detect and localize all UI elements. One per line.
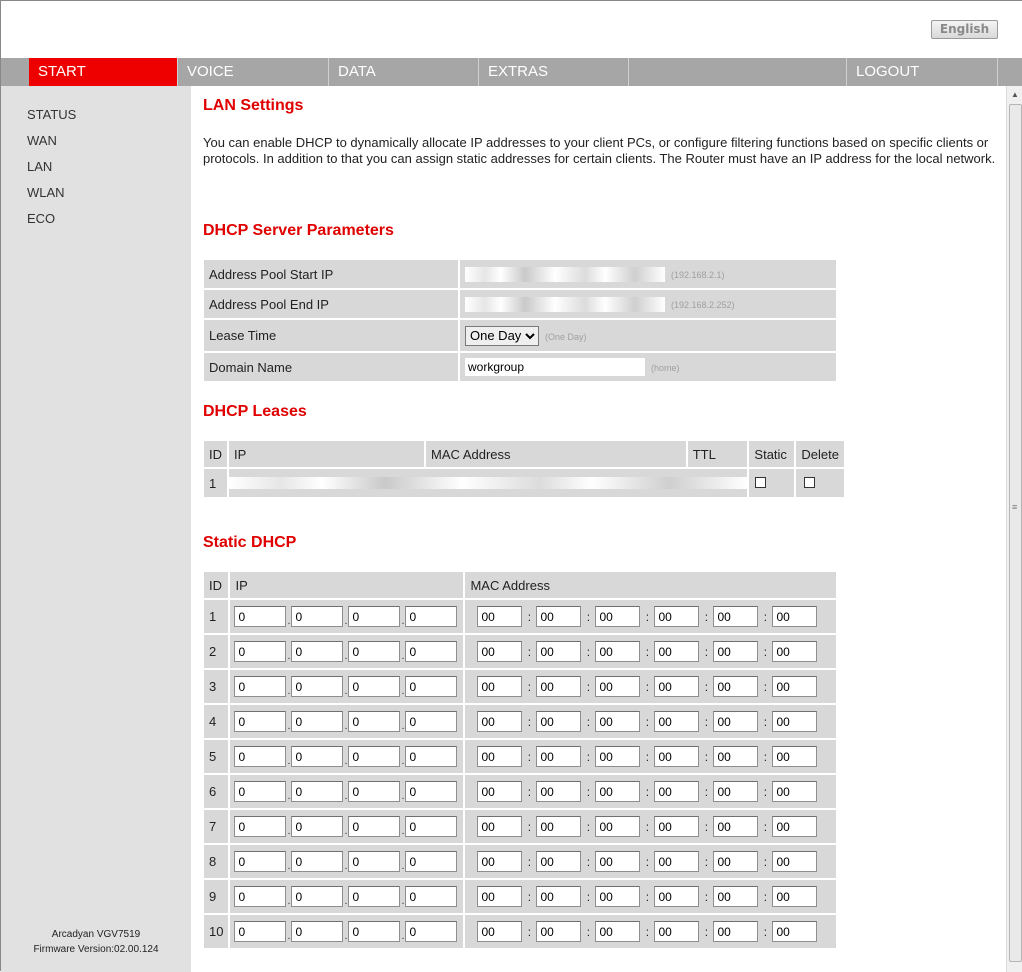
mac-colon-separator: : xyxy=(586,854,591,869)
static-mac-byte-2-input[interactable] xyxy=(536,606,581,627)
lease-static-checkbox[interactable] xyxy=(755,477,766,488)
ip-dot-separator: . xyxy=(287,861,291,872)
static-header-ip: IP xyxy=(230,572,463,598)
ip-dot-separator: . xyxy=(287,791,291,802)
static-ip-octet-1-input[interactable] xyxy=(234,641,286,662)
static-dhcp-title: Static DHCP xyxy=(203,534,297,551)
static-mac-byte-5-input[interactable] xyxy=(713,921,758,942)
ip-dot-separator: . xyxy=(401,931,405,942)
static-mac-byte-1-input[interactable] xyxy=(477,921,522,942)
ip-dot-separator: . xyxy=(344,931,348,942)
mac-colon-separator: : xyxy=(586,644,591,659)
mac-colon-separator: : xyxy=(645,819,650,834)
lease-delete-checkbox[interactable] xyxy=(804,477,815,488)
static-mac-byte-4-input[interactable] xyxy=(654,746,699,767)
mac-colon-separator: : xyxy=(763,749,768,764)
ip-dot-separator: . xyxy=(344,616,348,627)
top-bar xyxy=(1,1,1022,58)
static-row xyxy=(204,915,836,948)
static-mac-byte-3-input[interactable] xyxy=(595,641,640,662)
static-mac-byte-2-input[interactable] xyxy=(536,886,581,907)
static-mac-byte-4-input[interactable] xyxy=(654,641,699,662)
mac-colon-separator: : xyxy=(763,854,768,869)
static-mac-byte-1-input[interactable] xyxy=(477,606,522,627)
end-ip-hint: (192.168.2.252) xyxy=(671,299,735,310)
static-row xyxy=(204,670,836,703)
static-ip-octet-3-input[interactable] xyxy=(348,921,400,942)
static-row-id: 9 xyxy=(204,880,228,913)
static-row-ip-cell xyxy=(230,705,463,738)
ip-dot-separator: . xyxy=(344,721,348,732)
mac-colon-separator: : xyxy=(527,784,532,799)
static-mac-byte-6-input[interactable] xyxy=(772,746,817,767)
static-ip-octet-2-input[interactable] xyxy=(291,711,343,732)
static-ip-octet-4-input[interactable] xyxy=(405,781,457,802)
static-mac-byte-6-input[interactable] xyxy=(772,606,817,627)
static-row-ip-cell xyxy=(230,775,463,808)
ip-dot-separator: . xyxy=(401,616,405,627)
mac-colon-separator: : xyxy=(527,889,532,904)
ip-dot-separator: . xyxy=(401,721,405,732)
mac-colon-separator: : xyxy=(586,714,591,729)
static-ip-octet-3-input[interactable] xyxy=(348,641,400,662)
static-dhcp-table xyxy=(202,570,838,950)
static-mac-byte-3-input[interactable] xyxy=(595,676,640,697)
static-ip-octet-1-input[interactable] xyxy=(234,606,286,627)
ip-dot-separator: . xyxy=(344,896,348,907)
static-row-mac-cell xyxy=(465,740,836,773)
sidebar-item-status[interactable]: STATUS xyxy=(27,107,77,122)
static-mac-byte-5-input[interactable] xyxy=(713,851,758,872)
leases-header-delete: Delete xyxy=(796,441,844,467)
static-mac-byte-3-input[interactable] xyxy=(595,606,640,627)
mac-colon-separator: : xyxy=(763,679,768,694)
ip-dot-separator: . xyxy=(401,791,405,802)
mac-colon-separator: : xyxy=(763,819,768,834)
leases-header-mac: MAC Address xyxy=(426,441,686,467)
static-mac-byte-4-input[interactable] xyxy=(654,851,699,872)
static-mac-byte-1-input[interactable] xyxy=(477,641,522,662)
static-ip-octet-4-input[interactable] xyxy=(405,711,457,732)
static-mac-byte-2-input[interactable] xyxy=(536,781,581,802)
mac-colon-separator: : xyxy=(645,854,650,869)
nav-voice[interactable]: VOICE xyxy=(178,58,329,86)
static-mac-byte-1-input[interactable] xyxy=(477,711,522,732)
static-mac-byte-1-input[interactable] xyxy=(477,781,522,802)
ip-dot-separator: . xyxy=(287,826,291,837)
static-ip-octet-1-input[interactable] xyxy=(234,921,286,942)
static-mac-byte-6-input[interactable] xyxy=(772,641,817,662)
static-mac-byte-5-input[interactable] xyxy=(713,676,758,697)
lease-id: 1 xyxy=(204,469,227,497)
static-row-id: 4 xyxy=(204,705,228,738)
mac-colon-separator: : xyxy=(586,889,591,904)
mac-colon-separator: : xyxy=(586,819,591,834)
leases-header-ttl: TTL xyxy=(688,441,748,467)
static-row-ip-cell xyxy=(230,635,463,668)
mac-colon-separator: : xyxy=(704,889,709,904)
static-row-id: 7 xyxy=(204,810,228,843)
static-mac-byte-2-input[interactable] xyxy=(536,641,581,662)
static-mac-byte-2-input[interactable] xyxy=(536,816,581,837)
intro-text: You can enable DHCP to dynamically allocate IP addresses to your client PCs, or configure filtering functions based on specific clients or protocols. In addition to that you can assign static addresses for certain clients. The Router must have an IP address for the local network. xyxy=(203,135,996,166)
mac-colon-separator: : xyxy=(763,644,768,659)
lease-delete-cell xyxy=(796,469,844,497)
static-mac-byte-1-input[interactable] xyxy=(477,886,522,907)
static-ip-octet-3-input[interactable] xyxy=(348,886,400,907)
ip-dot-separator: . xyxy=(287,686,291,697)
ip-dot-separator: . xyxy=(344,826,348,837)
page-title: LAN Settings xyxy=(203,97,304,114)
static-mac-byte-3-input[interactable] xyxy=(595,921,640,942)
device-model: Arcadyan VGV7519 xyxy=(51,929,141,940)
ip-dot-separator: . xyxy=(344,756,348,767)
static-row-mac-cell xyxy=(465,600,836,633)
static-ip-octet-1-input[interactable] xyxy=(234,816,286,837)
static-mac-byte-6-input[interactable] xyxy=(772,851,817,872)
ip-dot-separator: . xyxy=(401,651,405,662)
static-ip-octet-3-input[interactable] xyxy=(348,676,400,697)
dhcp-server-title: DHCP Server Parameters xyxy=(203,222,394,239)
end-ip-cell xyxy=(460,290,836,318)
static-ip-octet-4-input[interactable] xyxy=(405,676,457,697)
static-mac-byte-4-input[interactable] xyxy=(654,886,699,907)
static-row-id: 10 xyxy=(204,915,228,948)
ip-dot-separator: . xyxy=(287,896,291,907)
ip-dot-separator: . xyxy=(401,686,405,697)
static-mac-byte-6-input[interactable] xyxy=(772,816,817,837)
mac-colon-separator: : xyxy=(527,644,532,659)
scroll-up-arrow-icon[interactable]: ▲ xyxy=(1011,90,1019,99)
static-row xyxy=(204,775,836,808)
mac-colon-separator: : xyxy=(527,714,532,729)
ip-dot-separator: . xyxy=(401,826,405,837)
static-mac-byte-3-input[interactable] xyxy=(595,746,640,767)
static-row-id: 3 xyxy=(204,670,228,703)
static-mac-byte-3-input[interactable] xyxy=(595,816,640,837)
static-mac-byte-3-input[interactable] xyxy=(595,781,640,802)
static-mac-byte-2-input[interactable] xyxy=(536,676,581,697)
sidebar xyxy=(1,86,191,972)
static-row-mac-cell xyxy=(465,915,836,948)
nav-start[interactable]: START xyxy=(29,58,178,86)
static-mac-byte-4-input[interactable] xyxy=(654,711,699,732)
static-row xyxy=(204,600,836,633)
static-ip-octet-1-input[interactable] xyxy=(234,781,286,802)
static-mac-byte-4-input[interactable] xyxy=(654,816,699,837)
static-row xyxy=(204,705,836,738)
mac-colon-separator: : xyxy=(704,819,709,834)
ip-dot-separator: . xyxy=(287,756,291,767)
dhcp-leases-title: DHCP Leases xyxy=(203,403,307,420)
mac-colon-separator: : xyxy=(704,714,709,729)
static-ip-octet-2-input[interactable] xyxy=(291,921,343,942)
end-ip-label: Address Pool End IP xyxy=(204,290,458,318)
static-mac-byte-6-input[interactable] xyxy=(772,781,817,802)
static-ip-octet-2-input[interactable] xyxy=(291,746,343,767)
ip-dot-separator: . xyxy=(344,861,348,872)
start-ip-input[interactable] xyxy=(465,267,665,282)
leases-header-id: ID xyxy=(204,441,227,467)
lease-time-cell xyxy=(460,320,836,351)
static-ip-octet-1-input[interactable] xyxy=(234,886,286,907)
domain-name-input[interactable] xyxy=(465,358,645,376)
mac-colon-separator: : xyxy=(586,609,591,624)
static-row-mac-cell xyxy=(465,705,836,738)
static-mac-byte-4-input[interactable] xyxy=(654,676,699,697)
static-ip-octet-1-input[interactable] xyxy=(234,676,286,697)
static-row-mac-cell xyxy=(465,775,836,808)
static-ip-octet-2-input[interactable] xyxy=(291,676,343,697)
ip-dot-separator: . xyxy=(401,896,405,907)
dhcp-leases-table xyxy=(202,439,846,499)
mac-colon-separator: : xyxy=(645,644,650,659)
start-ip-label: Address Pool Start IP xyxy=(204,260,458,288)
mac-colon-separator: : xyxy=(704,609,709,624)
lease-static-cell xyxy=(749,469,794,497)
static-mac-byte-2-input[interactable] xyxy=(536,851,581,872)
static-ip-octet-2-input[interactable] xyxy=(291,816,343,837)
mac-colon-separator: : xyxy=(763,714,768,729)
static-row xyxy=(204,845,836,878)
static-row-ip-cell xyxy=(230,845,463,878)
static-ip-octet-3-input[interactable] xyxy=(348,816,400,837)
static-mac-byte-5-input[interactable] xyxy=(713,886,758,907)
sidebar-item-wan[interactable]: WAN xyxy=(27,133,57,148)
ip-dot-separator: . xyxy=(344,651,348,662)
static-header-id: ID xyxy=(204,572,228,598)
ip-dot-separator: . xyxy=(401,756,405,767)
static-ip-octet-2-input[interactable] xyxy=(291,606,343,627)
mac-colon-separator: : xyxy=(527,749,532,764)
static-mac-byte-5-input[interactable] xyxy=(713,606,758,627)
main-nav xyxy=(1,58,1022,86)
static-ip-octet-2-input[interactable] xyxy=(291,851,343,872)
lease-time-select[interactable] xyxy=(465,326,539,346)
start-ip-cell xyxy=(460,260,836,288)
ip-dot-separator: . xyxy=(287,616,291,627)
static-ip-octet-4-input[interactable] xyxy=(405,641,457,662)
static-row xyxy=(204,880,836,913)
static-row-id: 1 xyxy=(204,600,228,633)
static-mac-byte-1-input[interactable] xyxy=(477,676,522,697)
mac-colon-separator: : xyxy=(763,924,768,939)
static-mac-byte-6-input[interactable] xyxy=(772,921,817,942)
mac-colon-separator: : xyxy=(704,679,709,694)
domain-name-label: Domain Name xyxy=(204,353,458,381)
static-row-mac-cell xyxy=(465,635,836,668)
main-content xyxy=(191,86,1006,972)
nav-logout[interactable]: LOGOUT xyxy=(847,58,998,86)
static-mac-byte-1-input[interactable] xyxy=(477,851,522,872)
mac-colon-separator: : xyxy=(645,749,650,764)
static-mac-byte-2-input[interactable] xyxy=(536,921,581,942)
scroll-grip-icon: ≡ xyxy=(1012,502,1018,512)
leases-header-static: Static xyxy=(749,441,794,467)
static-ip-octet-1-input[interactable] xyxy=(234,746,286,767)
static-ip-octet-3-input[interactable] xyxy=(348,851,400,872)
mac-colon-separator: : xyxy=(645,609,650,624)
static-row-ip-cell xyxy=(230,880,463,913)
static-ip-octet-4-input[interactable] xyxy=(405,851,457,872)
static-ip-octet-1-input[interactable] xyxy=(234,851,286,872)
mac-colon-separator: : xyxy=(527,819,532,834)
mac-colon-separator: : xyxy=(527,924,532,939)
scroll-thumb[interactable] xyxy=(1009,104,1022,962)
static-row-id: 5 xyxy=(204,740,228,773)
static-mac-byte-3-input[interactable] xyxy=(595,886,640,907)
mac-colon-separator: : xyxy=(645,714,650,729)
static-ip-octet-4-input[interactable] xyxy=(405,886,457,907)
static-row-ip-cell xyxy=(230,600,463,633)
mac-colon-separator: : xyxy=(527,609,532,624)
static-ip-octet-3-input[interactable] xyxy=(348,746,400,767)
static-mac-byte-6-input[interactable] xyxy=(772,711,817,732)
static-mac-byte-4-input[interactable] xyxy=(654,606,699,627)
static-mac-byte-5-input[interactable] xyxy=(713,781,758,802)
end-ip-input[interactable] xyxy=(465,297,665,312)
mac-colon-separator: : xyxy=(704,784,709,799)
static-mac-byte-5-input[interactable] xyxy=(713,746,758,767)
static-mac-byte-4-input[interactable] xyxy=(654,921,699,942)
nav-spacer xyxy=(629,58,847,86)
mac-colon-separator: : xyxy=(645,679,650,694)
static-mac-byte-4-input[interactable] xyxy=(654,781,699,802)
static-ip-octet-1-input[interactable] xyxy=(234,711,286,732)
static-row xyxy=(204,740,836,773)
mac-colon-separator: : xyxy=(645,889,650,904)
static-mac-byte-5-input[interactable] xyxy=(713,816,758,837)
sidebar-item-lan[interactable]: LAN xyxy=(27,159,53,174)
vertical-scrollbar[interactable] xyxy=(1006,86,1022,972)
domain-name-cell xyxy=(460,353,836,381)
dhcp-server-table xyxy=(202,258,838,383)
static-ip-octet-3-input[interactable] xyxy=(348,711,400,732)
static-row-ip-cell xyxy=(230,670,463,703)
static-ip-octet-4-input[interactable] xyxy=(405,921,457,942)
static-ip-octet-3-input[interactable] xyxy=(348,781,400,802)
lease-details-redacted xyxy=(229,469,747,497)
static-ip-octet-4-input[interactable] xyxy=(405,746,457,767)
static-row-mac-cell xyxy=(465,810,836,843)
mac-colon-separator: : xyxy=(586,924,591,939)
mac-colon-separator: : xyxy=(763,784,768,799)
domain-name-hint: (home) xyxy=(651,363,680,373)
leases-header-ip: IP xyxy=(229,441,424,467)
mac-colon-separator: : xyxy=(645,924,650,939)
ip-dot-separator: . xyxy=(287,651,291,662)
lease-time-label: Lease Time xyxy=(204,320,458,351)
static-ip-octet-4-input[interactable] xyxy=(405,816,457,837)
static-mac-byte-2-input[interactable] xyxy=(536,711,581,732)
mac-colon-separator: : xyxy=(527,679,532,694)
static-mac-byte-1-input[interactable] xyxy=(477,746,522,767)
start-ip-hint: (192.168.2.1) xyxy=(671,269,725,280)
lease-time-hint: (One Day) xyxy=(545,332,587,342)
mac-colon-separator: : xyxy=(527,854,532,869)
static-mac-byte-6-input[interactable] xyxy=(772,886,817,907)
static-row-mac-cell xyxy=(465,670,836,703)
static-row-mac-cell xyxy=(465,845,836,878)
static-row-id: 2 xyxy=(204,635,228,668)
mac-colon-separator: : xyxy=(763,609,768,624)
static-row xyxy=(204,635,836,668)
ip-dot-separator: . xyxy=(287,931,291,942)
mac-colon-separator: : xyxy=(704,924,709,939)
static-row-id: 8 xyxy=(204,845,228,878)
sidebar-item-wlan[interactable]: WLAN xyxy=(27,185,65,200)
static-row-ip-cell xyxy=(230,810,463,843)
static-row xyxy=(204,810,836,843)
static-mac-byte-2-input[interactable] xyxy=(536,746,581,767)
static-mac-byte-5-input[interactable] xyxy=(713,711,758,732)
static-ip-octet-2-input[interactable] xyxy=(291,641,343,662)
static-mac-byte-5-input[interactable] xyxy=(713,641,758,662)
nav-data[interactable]: DATA xyxy=(329,58,479,86)
static-row-ip-cell xyxy=(230,740,463,773)
mac-colon-separator: : xyxy=(704,749,709,764)
static-row-mac-cell xyxy=(465,880,836,913)
lease-row xyxy=(204,469,844,497)
mac-colon-separator: : xyxy=(645,784,650,799)
nav-extras[interactable]: EXTRAS xyxy=(479,58,629,86)
static-mac-byte-6-input[interactable] xyxy=(772,676,817,697)
ip-dot-separator: . xyxy=(344,686,348,697)
static-mac-byte-3-input[interactable] xyxy=(595,851,640,872)
mac-colon-separator: : xyxy=(763,889,768,904)
static-ip-octet-4-input[interactable] xyxy=(405,606,457,627)
mac-colon-separator: : xyxy=(704,644,709,659)
ip-dot-separator: . xyxy=(287,721,291,732)
static-mac-byte-3-input[interactable] xyxy=(595,711,640,732)
mac-colon-separator: : xyxy=(586,749,591,764)
sidebar-item-eco[interactable]: ECO xyxy=(27,211,56,226)
static-ip-octet-2-input[interactable] xyxy=(291,886,343,907)
static-row-id: 6 xyxy=(204,775,228,808)
ip-dot-separator: . xyxy=(344,791,348,802)
static-mac-byte-1-input[interactable] xyxy=(477,816,522,837)
mac-colon-separator: : xyxy=(586,679,591,694)
language-button[interactable]: English xyxy=(931,20,998,39)
mac-colon-separator: : xyxy=(704,854,709,869)
static-ip-octet-2-input[interactable] xyxy=(291,781,343,802)
mac-colon-separator: : xyxy=(586,784,591,799)
static-ip-octet-3-input[interactable] xyxy=(348,606,400,627)
ip-dot-separator: . xyxy=(401,861,405,872)
static-row-ip-cell xyxy=(230,915,463,948)
firmware-version: Firmware Version:02.00.124 xyxy=(33,944,159,955)
static-header-mac: MAC Address xyxy=(465,572,836,598)
